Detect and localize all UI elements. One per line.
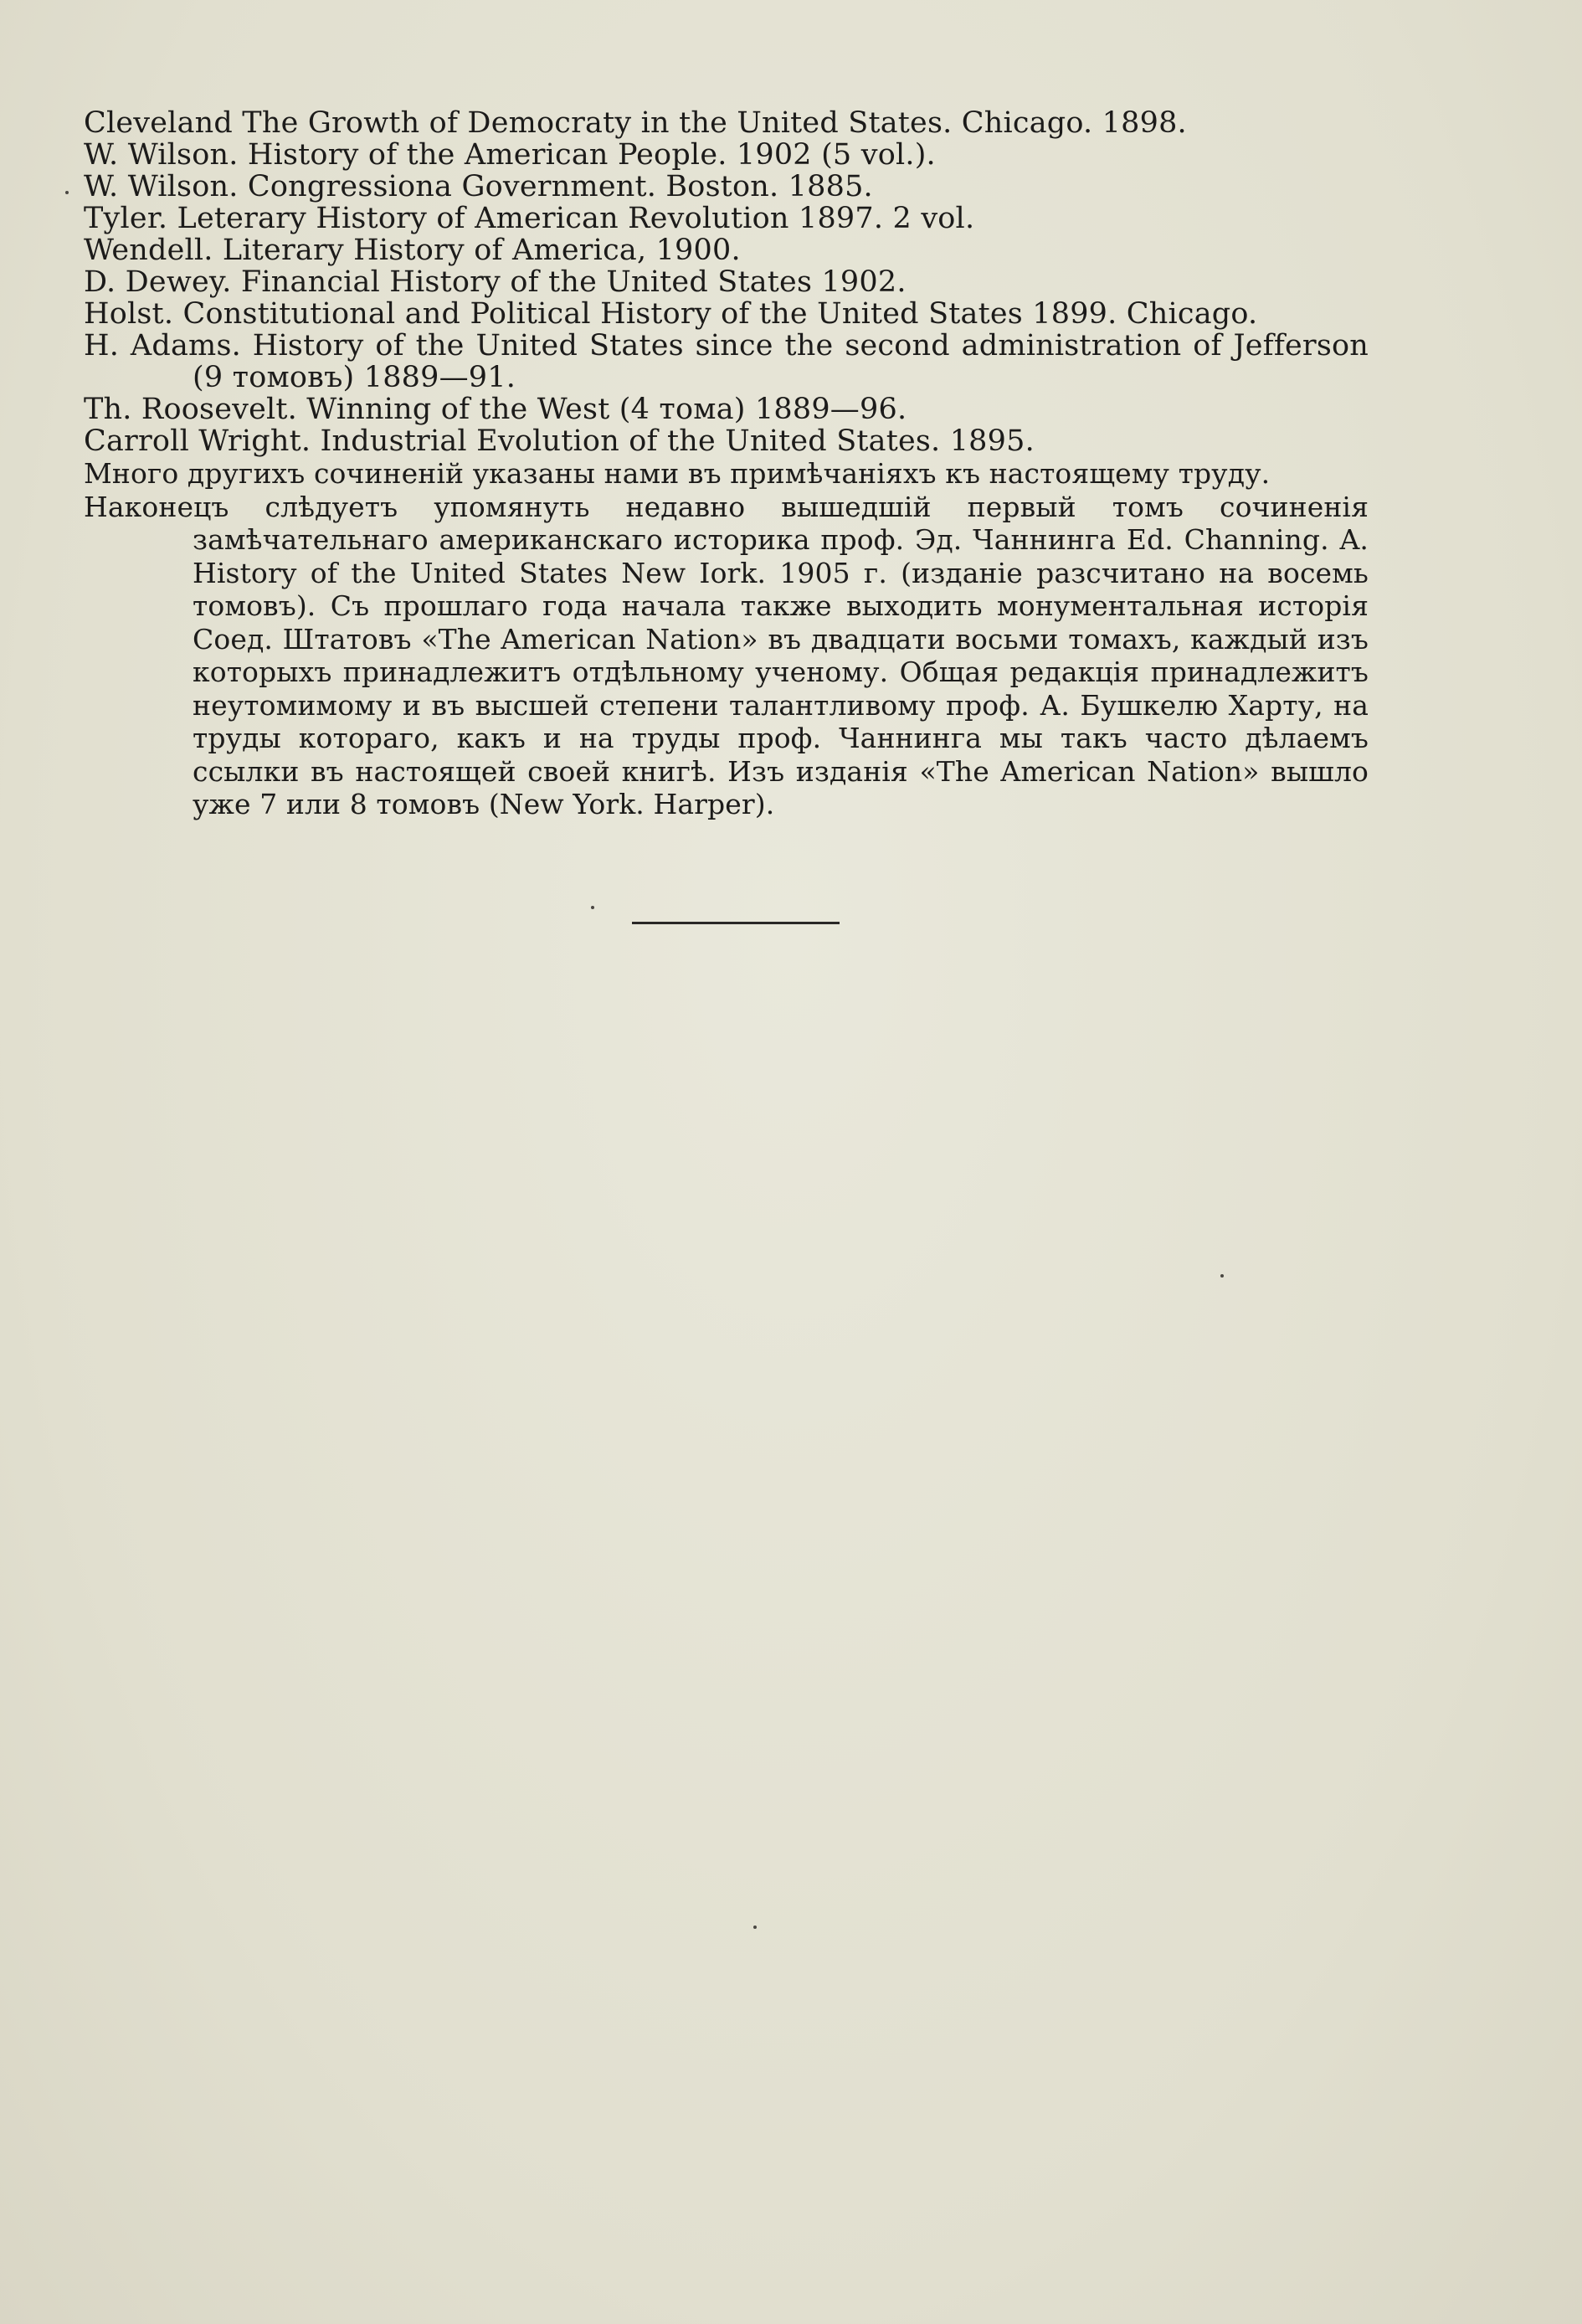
reference-wendell: Wendell. Literary History of America, 1900. — [84, 234, 741, 267]
reference-holst: Holst. Constitutional and Political History of the United States 1899. Chicago. — [84, 297, 1258, 331]
reference-adams: H. Adams. History of the United States since the second administration of Jefferson (9 томовъ) 1889—91. — [84, 329, 1369, 394]
paper-speck — [591, 906, 594, 909]
reference-wilson-congressional: W. Wilson. Congressiona Government. Boston. 1885. — [84, 170, 873, 203]
paper-speck — [753, 1926, 757, 1929]
reference-wilson-history: W. Wilson. History of the American People. 1902 (5 vol.). — [84, 138, 936, 172]
bibliography-list — [84, 107, 1369, 457]
reference-dewey: D. Dewey. Financial History of the United States 1902. — [84, 265, 907, 299]
reference-tyler: Tyler. Leterary History of American Revolution 1897. 2 vol. — [84, 202, 975, 235]
section-divider — [632, 922, 840, 924]
note-paragraph: Много другихъ сочиненій указаны нами въ примѣчаніяхъ къ настоящему труду. — [84, 457, 1271, 490]
reference-roosevelt: Th. Roosevelt. Winning of the West (4 тома) 1889—96. — [84, 393, 907, 426]
channing-paragraph: Наконецъ слѣдуетъ упомянуть недавно вышедшій первый томъ сочиненія замѣчательнаго американскаго историка проф. Эд. Чаннинга Ed. Channing. A. History of the United States New Iork. 1905 г. (изданіе разсчитано на восемь томовъ). Съ прошлаго года начала также выходить монументальная исторія Соед. Штатовъ «The American Nation» въ двадцати восьми томахъ, каждый изъ которыхъ принадлежитъ отдѣльному ученому. Общая редакція принадлежитъ неутомимому и въ высшей степени талантливому проф. А. Бушкелю Харту, на труды котораго, какъ и на труды проф. Чаннинга мы такъ часто дѣлаемъ ссылки въ настоящей своей книгѣ. Изъ изданія «The American Nation» вышло уже 7 или 8 томовъ (New York. Harper). — [84, 490, 1369, 820]
paper-speck — [65, 191, 69, 194]
page-text — [84, 107, 1369, 821]
reference-wright: Carroll Wright. Industrial Evolution of the United States. 1895. — [84, 424, 1035, 458]
paper-speck — [1220, 1274, 1224, 1278]
reference-cleveland: Cleveland The Growth of Democraty in the United States. Chicago. 1898. — [84, 106, 1187, 140]
